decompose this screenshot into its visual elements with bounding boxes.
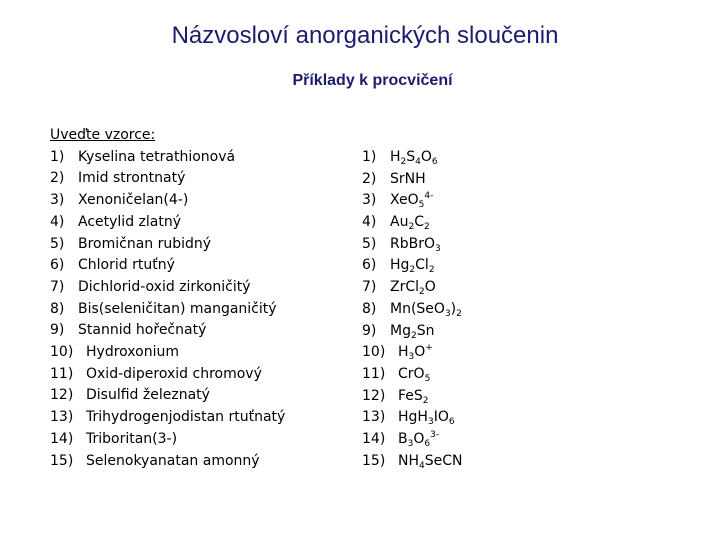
compound-name: Acetylid zlatný [78,213,181,230]
formula [390,323,434,339]
formula-text: NH [398,452,419,469]
formula-text: SrNH [390,170,426,187]
compound-name: Selenokyanatan amonný [86,452,260,469]
compound-name: Imid strontnatý [78,170,186,187]
item-number: 12) [50,387,74,404]
formula-text: SeCN [424,452,463,469]
formula [398,388,429,404]
formula-text: CrO [398,365,425,382]
formula [390,171,426,187]
formula [390,279,436,298]
formula-subscript: 4 [419,460,425,471]
formula-text: FeS [398,387,423,404]
answer-item [362,364,462,386]
formula-subscript: 3 [427,417,434,428]
compound-name: Trihydrogenjodistan rtuťnatý [86,409,286,426]
formula-text: S [406,149,416,165]
formula-subscript: 2 [408,222,415,233]
compound-name: Dichlorid-oxid zirkoničitý [78,278,251,295]
item-number: 11) [362,365,386,382]
formula-subscript: 2 [410,330,417,341]
item-number: 5) [362,235,377,252]
formula [390,236,441,252]
formula-subscript: 2 [400,157,407,167]
exercise-item [50,385,285,407]
item-number: 5) [50,235,65,252]
item-number: 9) [362,322,377,339]
item-number: 2) [362,170,377,187]
formula [398,366,430,382]
page-subtitle: Příklady k procvičení [292,72,453,89]
formula [398,431,439,447]
item-number: 1) [362,149,377,165]
answer-item [362,342,462,364]
exercise-item [50,168,285,190]
formula [390,191,434,211]
item-number: 14) [50,430,74,447]
formula-text: XeO [390,192,419,209]
formula-text: HgH [398,409,428,426]
answer-item [362,386,462,408]
formula-text: ) [450,300,457,317]
formula-text: B [398,430,408,447]
answer-item [362,407,462,429]
item-number: 3) [50,192,65,209]
item-number: 13) [50,409,74,426]
answer-item [362,321,462,343]
formula [398,343,433,363]
formula-text: ZrCl [390,279,420,296]
exercise-heading: Uveďte vzorce: [50,127,156,143]
compound-name: Triboritan(3-) [86,430,178,447]
compound-name: Oxid-diperoxid chromový [86,365,262,382]
formula-subscript: 6 [448,417,455,428]
exercise-item [50,342,285,364]
compound-name: Chlorid rtuťný [78,257,175,274]
exercise-items [50,147,285,473]
item-number: 6) [50,257,65,274]
formula-charge: 4- [424,191,434,202]
answer-item [362,429,462,451]
exercise-item [50,277,285,299]
item-number: 6) [362,257,377,274]
compound-name: Disulfid železnatý [86,387,210,404]
formula-text: Mg [390,322,411,339]
answer-item [362,255,462,277]
answer-items [362,147,462,472]
formula-text: RbBrO [390,235,435,252]
item-number: 12) [362,387,386,404]
formula-charge: 3- [430,429,440,440]
item-number: 10) [362,344,386,361]
formula-subscript: 3 [407,438,414,449]
formula-text: O [414,344,426,361]
item-number: 7) [362,279,377,296]
answer-item [362,234,462,256]
item-number: 4) [50,213,65,230]
formula-subscript: 5 [424,373,431,384]
exercise-item [50,320,285,342]
formula-text: IO [433,409,449,426]
formula-text: Cl [415,257,429,274]
exercise-item [50,364,285,386]
formula-text: Mn(SeO [390,300,445,317]
item-number: 14) [362,430,386,447]
item-number: 10) [50,344,74,361]
formula-subscript: 6 [424,438,431,449]
formula-subscript: 2 [428,265,435,276]
formula-subscript: 3 [435,243,441,254]
formula-subscript: 2 [422,395,429,406]
exercise-item [50,407,285,429]
compound-name: Stannid hořečnatý [78,322,207,339]
item-number: 11) [50,365,74,382]
formula-text: H [390,149,401,165]
formula [390,149,438,165]
formula [390,257,435,276]
exercise-item [50,234,285,256]
formula [398,453,462,469]
answer-list [362,147,462,472]
formula-subscript: 2 [419,287,425,298]
exercise-item [50,299,285,321]
item-number: 2) [50,170,65,187]
item-number: 15) [362,452,386,469]
formula-text: O [413,430,425,447]
formula-charge: + [425,343,433,354]
compound-name: Xenoničelan(4-) [78,192,189,209]
answer-item [362,212,462,234]
formula-subscript: 5 [418,200,425,211]
formula-subscript: 2 [423,222,430,233]
formula-subscript: 4 [415,157,421,167]
formula-text: O [420,149,432,165]
formula-subscript: 3 [444,308,451,319]
item-number: 3) [362,192,377,209]
formula-subscript: 2 [409,265,416,276]
answer-item [362,190,462,212]
item-number: 4) [362,214,377,231]
formula-text: Sn [416,322,435,339]
exercise-item [50,451,285,473]
answer-item [362,299,462,321]
item-number: 15) [50,452,74,469]
formula [398,409,455,428]
exercise-item [50,429,285,451]
compound-name: Bis(seleničitan) manganičitý [78,300,277,317]
answer-item [362,147,462,169]
formula [390,214,430,233]
exercise-item [50,147,285,169]
formula-text: Hg [390,257,410,274]
formula-subscript: 2 [456,308,462,319]
exercise-item [50,212,285,234]
page-title: Názvosloví anorganických sloučenin [171,22,559,49]
formula-text: C [414,214,424,231]
compound-name: Hydroxonium [86,344,179,361]
compound-name: Kyselina tetrathionová [78,148,236,165]
exercise-list [50,125,285,472]
compound-name: Bromičnan rubidný [78,235,212,252]
answer-item [362,277,462,299]
exercise-item [50,190,285,212]
exercise-item [50,255,285,277]
item-number: 8) [50,300,65,317]
formula [390,301,462,317]
formula-subscript: 3 [408,352,415,363]
item-number: 7) [50,278,65,295]
formula-text: Au [390,214,409,231]
item-number: 1) [50,148,65,165]
formula-subscript: 6 [431,157,438,167]
answer-item [362,169,462,191]
formula-text: O [424,279,436,296]
formula-text: H [398,344,409,361]
answer-item [362,451,462,473]
item-number: 8) [362,300,377,317]
item-number: 13) [362,409,386,426]
item-number: 9) [50,322,65,339]
